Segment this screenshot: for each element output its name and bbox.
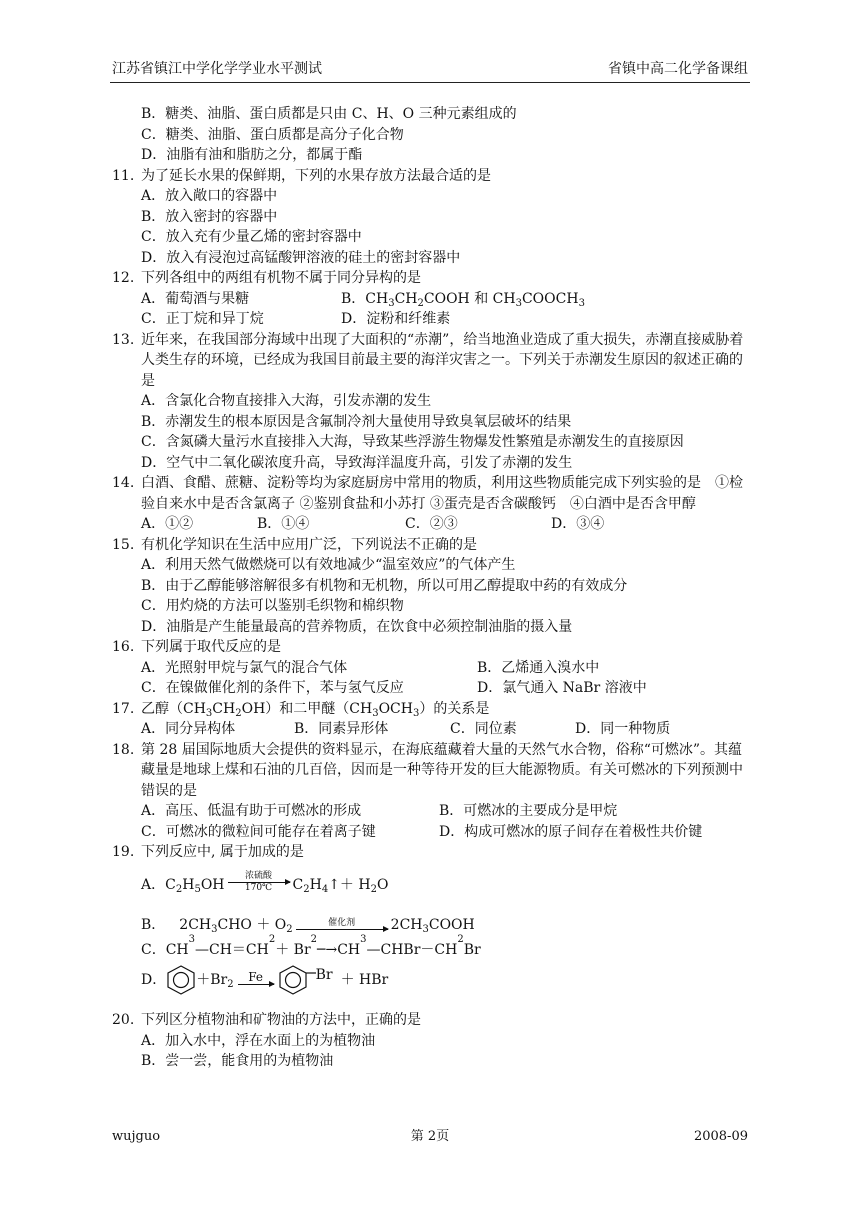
footer-page-number: 第 2页 — [410, 1129, 450, 1144]
q17-option-d: D．同一种物质 — [575, 721, 671, 737]
q13-option-c: C．含氮磷大量污水直接排入大海，导致某些浮游生物爆发性繁殖是赤潮发生的直接原因 — [141, 434, 684, 450]
q11-option-b: B．放入密封的容器中 — [141, 208, 278, 225]
q13-option-a: A．含氯化合物直接排入大海，引发赤潮的发生 — [141, 393, 432, 409]
q11-stem-row — [112, 166, 752, 187]
q19-stem: 下列反应中, 属于加成的是 — [141, 844, 304, 860]
reaction-arrow — [238, 970, 274, 985]
q15-option-a: A．利用天然气做燃烧可以有效地减少“温室效应”的气体产生 — [141, 557, 516, 573]
q18-option-a: A．高压、低温有助于可燃冰的形成 — [141, 803, 362, 819]
q14-stem-row — [112, 473, 752, 514]
q18-options-row-2 — [112, 822, 752, 843]
q15-stem-row — [112, 535, 752, 556]
q12-option-c: C．正丁烷和异丁烷 — [141, 311, 264, 327]
q11-option-c: C．放入充有少量乙烯的密封容器中 — [141, 229, 362, 245]
q16-stem-row — [112, 637, 752, 658]
q17-number: 17. — [112, 700, 135, 717]
q19-b-reactant: $2CH_3CHO + O_2$ — [179, 917, 293, 935]
q14-option-d: D．③④ — [551, 516, 605, 532]
q20-option-b: B．尝一尝，能食用的为植物油 — [141, 1053, 334, 1069]
question-content — [112, 104, 752, 1072]
q17-options — [112, 719, 752, 740]
arrow-condition-top: 浓硫酸 — [244, 870, 272, 881]
header-divider — [110, 82, 750, 83]
q19-d-bromo-substituent: Br — [315, 966, 333, 983]
q16-options-row-1 — [112, 658, 752, 679]
q12-stem: 下列各组中的两组有机物不属于同分异构的是 — [141, 270, 421, 286]
q20-stem-row — [112, 1010, 752, 1031]
arrow-condition-bottom: 170℃ — [244, 882, 273, 893]
reaction-arrow — [296, 918, 388, 930]
q11-option-a: A．放入敞口的容器中 — [141, 188, 278, 204]
q19-b-product: $2CH_3COOH$ — [390, 917, 475, 935]
benzene-ring-icon — [278, 964, 318, 996]
q10-option-b: B．糖类、油脂、蛋白质都是只由 C、H、O 三种元素组成的 — [141, 106, 517, 122]
q19-stem-row — [112, 842, 752, 863]
q17-option-a: A．同分异构体 — [141, 721, 236, 737]
q19-option-c: C． CH 3 —CH＝CH 2 ＋ Br 2 ─→CH 3 —CHBr－CH 2 Br — [141, 933, 481, 958]
q17-option-c: C．同位素 — [450, 721, 517, 737]
q16-option-b: B．乙烯通入溴水中 — [477, 659, 600, 676]
q11-number: 11. — [112, 167, 135, 184]
q14-option-b: B．①④ — [257, 516, 310, 532]
q16-stem: 下列属于取代反应的是 — [141, 639, 281, 655]
q10-option-d: D．油脂有油和脂肪之分，都属于酯 — [141, 147, 363, 163]
q12-number: 12. — [112, 270, 135, 286]
q20-number: 20. — [112, 1012, 135, 1028]
benzene-ring-icon — [166, 964, 196, 996]
q12-option-a: A．葡萄酒与果糖 — [141, 290, 250, 307]
q18-options-row-1 — [112, 801, 752, 822]
q17-stem-row — [112, 699, 752, 720]
q20-stem: 下列区分植物油和矿物油的方法中，正确的是 — [141, 1012, 421, 1028]
q14-options — [112, 514, 752, 535]
q12-options-row-1 — [112, 289, 752, 310]
q13-stem: 近年来，在我国部分海域中出现了大面积的“赤潮”，给当地渔业造成了重大损失，赤潮直接威胁着人类生存的环境，已经成为我国目前最主要的海洋灾害之一。下列关于赤潮发生原因的叙述正确的是 — [141, 331, 744, 389]
q11-stem: 为了延长水果的保鲜期，下列的水果存放方法最合适的是 — [141, 167, 491, 184]
q13-number: 13. — [112, 331, 135, 348]
q17-option-b: B．同素异形体 — [294, 721, 389, 737]
q15-stem: 有机化学知识在生活中应用广泛，下列说法不正确的是 — [141, 536, 477, 553]
q17-stem: 乙醇$(CH_3CH_2OH)$和二甲醚$(CH_3OCH_3)$的关系是 — [141, 700, 490, 719]
q14-stem: 白酒、食醋、蔗糖、淀粉等均为家庭厨房中常用的物质，利用这些物质能完成下列实验的是 ①检验自来水中是否含氯离子 ②鉴别食盐和小苏打 ③蛋壳是否含碳酸钙 ④白酒中是否含甲醇 — [141, 475, 743, 512]
q18-option-b: B．可燃冰的主要成分是甲烷 — [439, 803, 618, 819]
arrow-condition-top: 催化剂 — [328, 917, 356, 928]
q15-option-c: C．用灼烧的方法可以鉴别毛织物和棉织物 — [141, 598, 404, 614]
q16-option-a: A．光照射甲烷与氯气的混合气体 — [141, 659, 348, 676]
footer-author: wujguo — [112, 1129, 161, 1144]
q18-option-c: C．可燃冰的微粒间可能存在着离子键 — [141, 823, 376, 840]
q12-option-d: D．淀粉和纤维素 — [341, 311, 451, 327]
q16-number: 16. — [112, 639, 135, 655]
q15-number: 15. — [112, 536, 135, 553]
q18-stem-row — [112, 740, 752, 802]
q19-option-d: D． $+Br_2$ Fe Br ＋ HBr — [112, 960, 752, 1000]
q19-d-bromine: $+Br_2$ — [196, 971, 234, 990]
q14-option-c: C．②③ — [405, 516, 458, 532]
q14-number: 14. — [112, 475, 135, 491]
q11-option-d: D．放入有浸泡过高锰酸钾溶液的硅土的密封容器中 — [141, 249, 461, 266]
header-left: 江苏省镇江中学化学学业水平测试 — [112, 61, 322, 77]
q16-option-c: C．在镍做催化剂的条件下，苯与氢气反应 — [141, 680, 404, 696]
q18-option-d: D．构成可燃冰的原子间存在着极性共价键 — [439, 823, 703, 840]
q20-option-a: A．加入水中，浮在水面上的为植物油 — [141, 1032, 376, 1049]
q19-d-byproduct: ＋ HBr — [340, 971, 389, 988]
q19-option-a: A． $C_2H_5OH$ 浓硫酸 170℃ $C_2H_4↑+ H_2O$ — [141, 870, 389, 895]
q19-a-product: $C_2H_4↑+ H_2O$ — [292, 877, 389, 895]
reaction-arrow — [228, 871, 290, 893]
q12-option-b: B．$CH_3CH_2COOH$ 和 $CH_3COOCH_3$ — [341, 290, 585, 309]
q13-stem-row — [112, 330, 752, 392]
q12-stem-row — [112, 268, 752, 289]
footer-date: 2008-09 — [693, 1129, 748, 1144]
q15-option-d: D．油脂是产生能量最高的营养物质，在饮食中必须控制油脂的摄入量 — [141, 618, 573, 635]
q13-option-d: D．空气中二氧化碳浓度升高，导致海洋温度升高，引发了赤潮的发生 — [141, 454, 573, 471]
header-right: 省镇中高二化学备课组 — [608, 61, 748, 77]
q13-option-b: B．赤潮发生的根本原因是含氟制冷剂大量使用导致臭氧层破坏的结果 — [141, 413, 572, 430]
q14-option-a: A．①② — [141, 516, 194, 532]
q18-stem: 第 28 届国际地质大会提供的资料显示，在海底蕴藏着大量的天然气水合物，俗称“可燃冰”。其蕴藏量是地球上煤和石油的几百倍，因而是一种等待开发的巨大能源物质。有关可燃冰的下列预测中错误的是 — [141, 741, 743, 799]
q18-number: 18. — [112, 741, 135, 758]
q19-option-b: B． $2CH_3CHO + O_2$ 催化剂 $2CH_3COOH$ — [141, 917, 475, 935]
q16-options-row-2 — [112, 678, 752, 699]
q16-option-d: D．氯气通入 NaBr 溶液中 — [477, 680, 647, 696]
q15-option-b: B．由于乙醇能够溶解很多有机物和无机物，所以可用乙醇提取中药的有效成分 — [141, 577, 628, 594]
q12-options-row-2 — [112, 309, 752, 330]
q19-a-reactant: $C_2H_5OH$ — [165, 877, 225, 895]
q10-option-c: C．糖类、油脂、蛋白质都是高分子化合物 — [141, 126, 404, 143]
q19-number: 19. — [112, 844, 135, 860]
arrow-condition-top: Fe — [248, 969, 263, 984]
